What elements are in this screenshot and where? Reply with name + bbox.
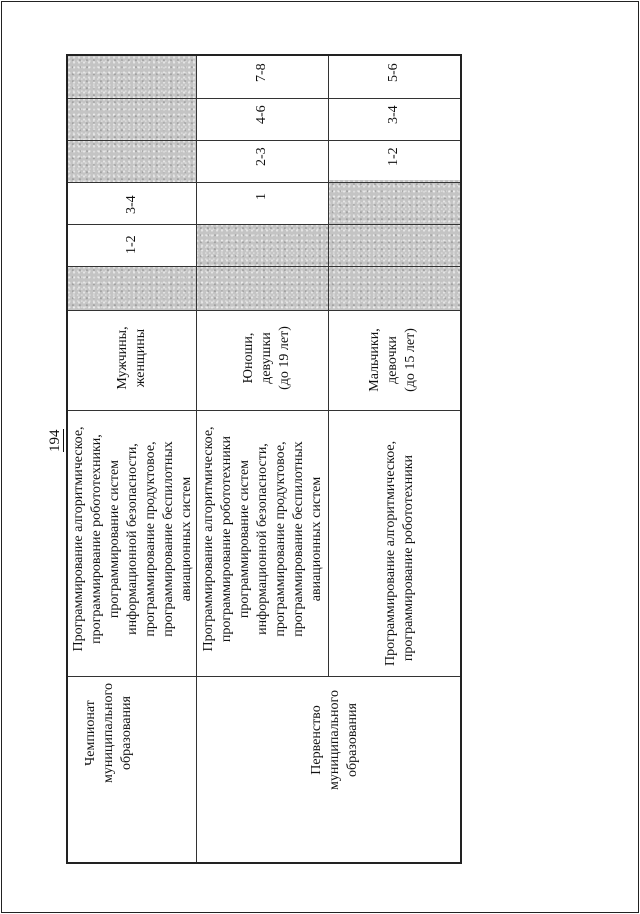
page-number: 194 <box>47 429 63 452</box>
rank-value: 3-4 <box>386 105 401 124</box>
rank-value: 2-3 <box>254 147 269 166</box>
rank-value: 3-4 <box>124 195 139 214</box>
rank-value: 4-6 <box>254 105 269 124</box>
event-name: Первенство муниципального образования <box>309 690 360 790</box>
shaded-cell <box>68 140 196 182</box>
shaded-cell <box>68 266 196 310</box>
shaded-cell <box>68 56 196 98</box>
rank-value: 1 <box>254 193 269 200</box>
shaded-cell <box>328 224 460 266</box>
participants-cell: Мужчины, женщины <box>115 326 148 390</box>
rank-value: 7-8 <box>254 63 269 82</box>
shaded-cell <box>328 266 460 310</box>
participants-cell: Юноши, девушки (до 19 лет) <box>241 326 292 390</box>
disciplines-cell: Программирование алгоритмическое, программирование робототехники, программирование систем информационной безопасности, программирование продуктовое, программирование беспилотных авиационных систем <box>71 426 194 652</box>
rank-value: 1-2 <box>124 235 139 254</box>
participants-cell: Мальчики, девочки (до 15 лет) <box>367 328 418 392</box>
disciplines-cell: Программирование алгоритмическое, программирование робототехники программирование систем информационной безопасности, программирование продуктовое, программирование беспилотных авиационных систем <box>201 426 324 652</box>
shaded-cell <box>68 98 196 140</box>
rank-value: 1-2 <box>386 147 401 166</box>
disciplines-cell: Программирование алгоритмическое, программирование робототехники <box>383 440 416 666</box>
rank-value: 5-6 <box>386 63 401 82</box>
shaded-cell <box>196 224 328 266</box>
shaded-cell <box>196 266 328 310</box>
shaded-cell <box>328 180 460 224</box>
event-name: Чемпионат муниципального образования <box>83 683 134 783</box>
